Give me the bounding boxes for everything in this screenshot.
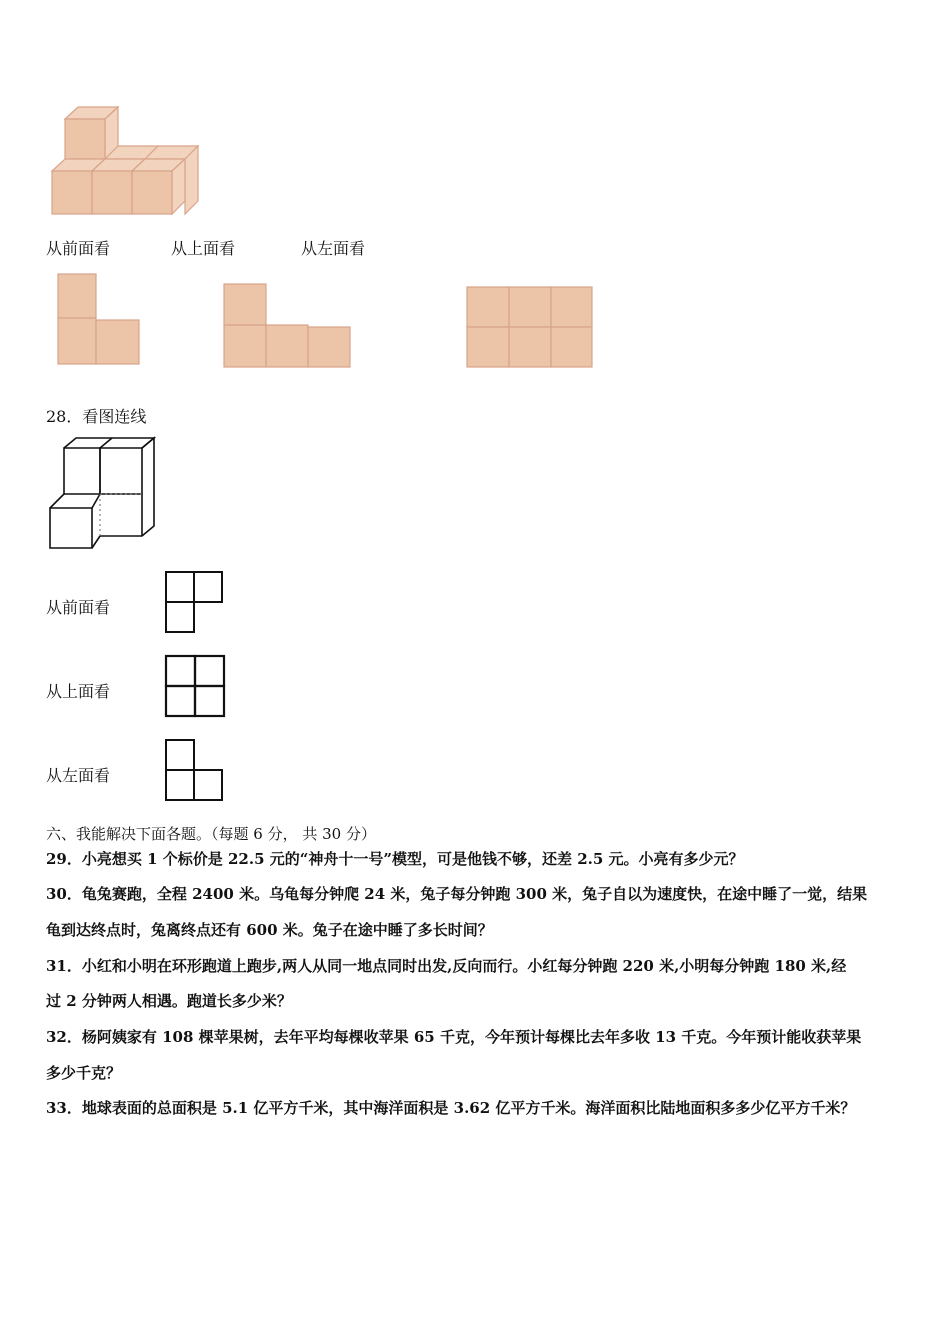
problem-31-line-2: 过 2 分钟两人相遇。跑道长多少米？ <box>46 992 292 1010</box>
problem-31-line-1: 31．小红和小明在环形跑道上跑步,两人从同一地点同时出发,反向而行。小红每分钟跑 220 米,小明每分钟跑 180 米,经 <box>46 957 847 975</box>
problem-32-line-2: 多少千克？ <box>46 1064 122 1082</box>
q28-row-left: 从左面看 <box>46 766 111 785</box>
q27-label-left: 从左面看 <box>301 239 366 258</box>
q28-row-top: 从上面看 <box>46 682 111 701</box>
problem-30-line-2: 龟到达终点时，兔离终点还有 600 米。兔子在途中睡了多长时间？ <box>46 921 493 939</box>
problem-33-line-1: 33．地球表面的总面积是 5.1 亿平方千米，其中海洋面积是 3.62 亿平方千米。海洋面积比陆地面积多多少亿平方千米？ <box>46 1099 856 1117</box>
q27-label-top: 从上面看 <box>171 239 236 258</box>
q27-view-a <box>56 272 146 368</box>
problem-32-line-1: 32．杨阿姨家有 108 棵苹果树，去年平均每棵收苹果 65 千克，今年预计每棵比去年多收 13 千克。今年预计能收获苹果 <box>46 1028 862 1046</box>
q27-view-c <box>464 284 596 370</box>
problem-29-line-1: 29．小亮想买 1 个标价是 22.5 元的“神舟十一号”模型，可是他钱不够，还差 2.5 元。小亮有多少元？ <box>46 850 744 868</box>
q28-row-front: 从前面看 <box>46 598 111 617</box>
q27-cube-figure <box>50 104 210 216</box>
section6-heading: 六、我能解决下面各题。（每题 6 分， 共 30 分） <box>46 825 376 843</box>
q28-option-a <box>162 568 226 636</box>
q28-option-b <box>162 652 228 720</box>
q28-cube-figure <box>46 436 158 552</box>
q27-view-b <box>222 282 354 370</box>
q28-title: 28．看图连线 <box>46 407 147 426</box>
q27-label-front: 从前面看 <box>46 239 111 258</box>
q28-option-c <box>162 736 226 804</box>
problem-30-line-1: 30．龟兔赛跑，全程 2400 米。乌龟每分钟爬 24 米，兔子每分钟跑 300 米，兔子自以为速度快，在途中睡了一觉，结果 <box>46 885 868 903</box>
